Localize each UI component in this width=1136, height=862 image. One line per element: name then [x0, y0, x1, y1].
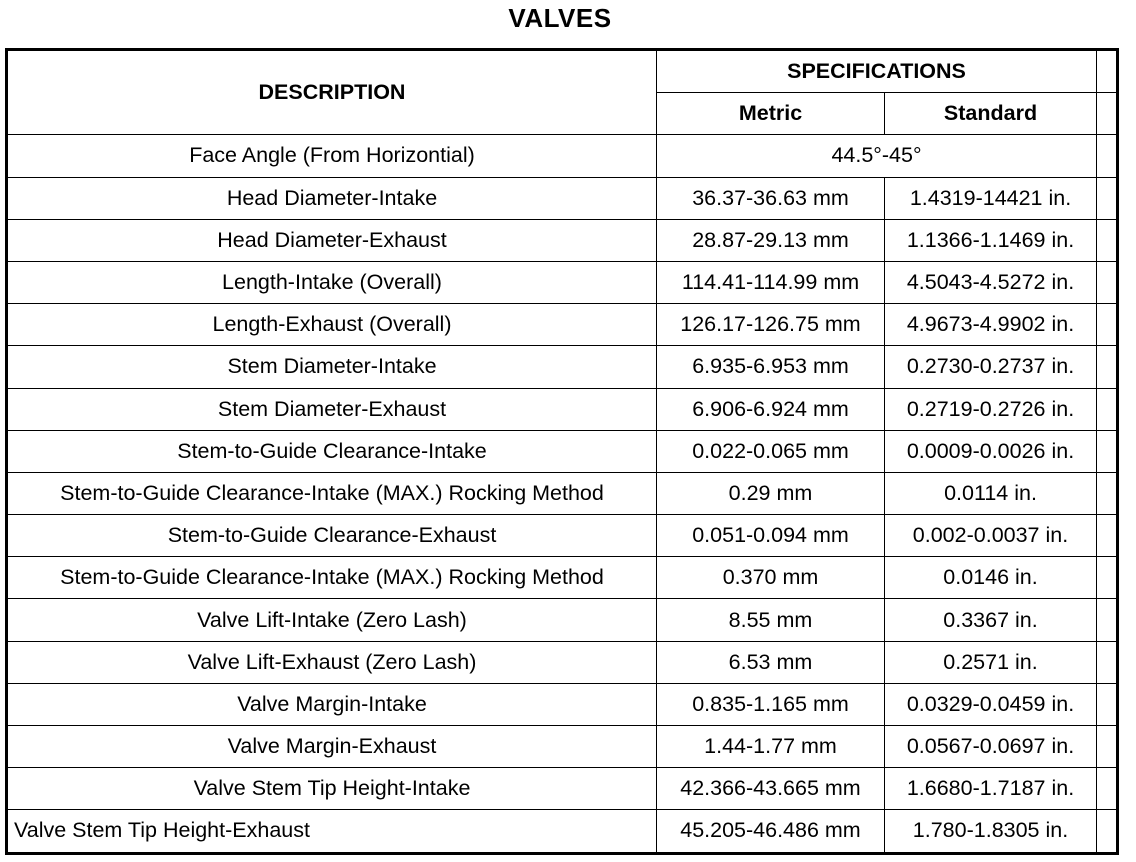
metric-cell: 114.41-114.99 mm: [657, 261, 885, 303]
extra-column-cell: [1097, 726, 1118, 768]
standard-cell: 0.0146 in.: [885, 557, 1097, 599]
description-cell: Valve Margin-Exhaust: [7, 726, 657, 768]
standard-cell: 0.2571 in.: [885, 641, 1097, 683]
metric-cell: 0.370 mm: [657, 557, 885, 599]
metric-cell: 42.366-43.665 mm: [657, 768, 885, 810]
description-cell: Head Diameter-Exhaust: [7, 219, 657, 261]
specifications-header: SPECIFICATIONS: [657, 50, 1097, 93]
standard-header: Standard: [885, 93, 1097, 135]
table-row: [7, 810, 1118, 853]
table-row: [7, 135, 1118, 177]
standard-cell: 0.0114 in.: [885, 472, 1097, 514]
description-cell: Length-Exhaust (Overall): [7, 304, 657, 346]
standard-cell: 4.9673-4.9902 in.: [885, 304, 1097, 346]
metric-cell: 126.17-126.75 mm: [657, 304, 885, 346]
standard-cell: 4.5043-4.5272 in.: [885, 261, 1097, 303]
standard-cell: 0.0329-0.0459 in.: [885, 683, 1097, 725]
page-title: VALVES: [508, 3, 612, 33]
table-row: [7, 599, 1118, 641]
extra-column-cell: [1097, 599, 1118, 641]
extra-column-cell: [1097, 93, 1118, 135]
description-cell: Stem-to-Guide Clearance-Exhaust: [7, 515, 657, 557]
description-header: DESCRIPTION: [7, 50, 657, 135]
metric-header: Metric: [657, 93, 885, 135]
description-cell: Valve Lift-Intake (Zero Lash): [7, 599, 657, 641]
extra-column-cell: [1097, 388, 1118, 430]
metric-cell: 45.205-46.486 mm: [657, 810, 885, 853]
extra-column-cell: [1097, 683, 1118, 725]
table-row: [7, 219, 1118, 261]
metric-cell: 8.55 mm: [657, 599, 885, 641]
description-cell: Stem Diameter-Exhaust: [7, 388, 657, 430]
extra-column-cell: [1097, 304, 1118, 346]
table-row: [7, 515, 1118, 557]
metric-cell: 36.37-36.63 mm: [657, 177, 885, 219]
standard-cell: 1.6680-1.7187 in.: [885, 768, 1097, 810]
standard-cell: 1.780-1.8305 in.: [885, 810, 1097, 853]
table-row: [7, 430, 1118, 472]
metric-cell: 6.935-6.953 mm: [657, 346, 885, 388]
extra-column-cell: [1097, 135, 1118, 177]
table-row: [7, 641, 1118, 683]
extra-column-cell: [1097, 768, 1118, 810]
metric-cell: 0.051-0.094 mm: [657, 515, 885, 557]
description-cell: Face Angle (From Horizontial): [7, 135, 657, 177]
extra-column-cell: [1097, 430, 1118, 472]
metric-cell: 28.87-29.13 mm: [657, 219, 885, 261]
extra-column-cell: [1097, 810, 1118, 853]
standard-cell: 0.002-0.0037 in.: [885, 515, 1097, 557]
valve-specifications-table: [5, 48, 1119, 855]
extra-column-cell: [1097, 346, 1118, 388]
table-row: [7, 388, 1118, 430]
table-row: [7, 557, 1118, 599]
description-cell: Stem-to-Guide Clearance-Intake (MAX.) Rocking Method: [7, 472, 657, 514]
extra-column-cell: [1097, 219, 1118, 261]
header-row-1: [7, 50, 1118, 93]
description-cell: Stem Diameter-Intake: [7, 346, 657, 388]
table-row: [7, 472, 1118, 514]
description-cell: Valve Stem Tip Height-Intake: [7, 768, 657, 810]
table-row: [7, 683, 1118, 725]
standard-cell: 0.3367 in.: [885, 599, 1097, 641]
extra-column-cell: [1097, 557, 1118, 599]
table-row: [7, 261, 1118, 303]
standard-cell: 0.2730-0.2737 in.: [885, 346, 1097, 388]
table-row: [7, 726, 1118, 768]
table-row: [7, 346, 1118, 388]
table-body: [7, 135, 1118, 853]
standard-cell: 0.0567-0.0697 in.: [885, 726, 1097, 768]
specification-cell: 44.5°-45°: [657, 135, 1097, 177]
standard-cell: 0.2719-0.2726 in.: [885, 388, 1097, 430]
description-cell: Valve Lift-Exhaust (Zero Lash): [7, 641, 657, 683]
extra-column-cell: [1097, 261, 1118, 303]
table-header: [7, 50, 1118, 135]
description-cell: Stem-to-Guide Clearance-Intake (MAX.) Rocking Method: [7, 557, 657, 599]
extra-column-cell: [1097, 472, 1118, 514]
metric-cell: 1.44-1.77 mm: [657, 726, 885, 768]
description-cell: Length-Intake (Overall): [7, 261, 657, 303]
description-cell: Valve Stem Tip Height-Exhaust: [7, 810, 657, 853]
table-row: [7, 177, 1118, 219]
extra-column-cell: [1097, 515, 1118, 557]
standard-cell: 0.0009-0.0026 in.: [885, 430, 1097, 472]
table-row: [7, 304, 1118, 346]
description-cell: Head Diameter-Intake: [7, 177, 657, 219]
metric-cell: 0.29 mm: [657, 472, 885, 514]
metric-cell: 6.906-6.924 mm: [657, 388, 885, 430]
metric-cell: 0.022-0.065 mm: [657, 430, 885, 472]
metric-cell: 6.53 mm: [657, 641, 885, 683]
description-cell: Stem-to-Guide Clearance-Intake: [7, 430, 657, 472]
extra-column-cell: [1097, 641, 1118, 683]
standard-cell: 1.1366-1.1469 in.: [885, 219, 1097, 261]
standard-cell: 1.4319-14421 in.: [885, 177, 1097, 219]
table-row: [7, 768, 1118, 810]
description-cell: Valve Margin-Intake: [7, 683, 657, 725]
extra-column-cell: [1097, 50, 1118, 93]
metric-cell: 0.835-1.165 mm: [657, 683, 885, 725]
extra-column-cell: [1097, 177, 1118, 219]
